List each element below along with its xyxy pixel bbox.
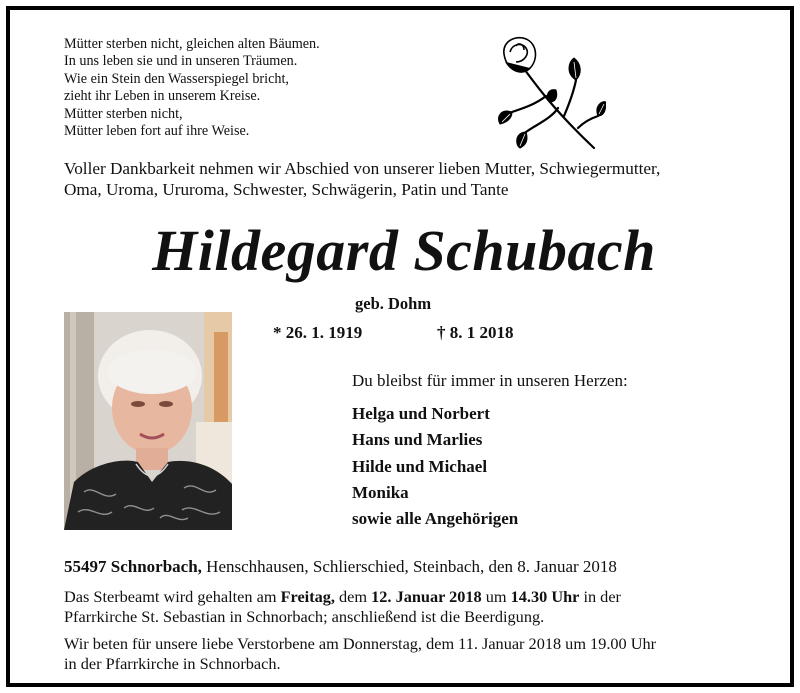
motto: Du bleibst für immer in unseren Herzen:: [352, 371, 628, 390]
prayer-line: Wir beten für unsere liebe Verstorbene am Donnerstag, dem 11. Januar 2018 um 19.00 Uhr: [64, 634, 657, 653]
intro-line: Voller Dankbarkeit nehmen wir Abschied von unserer lieben Mutter, Schwiegermutter,: [64, 159, 661, 178]
funeral-notice: [64, 587, 621, 626]
poem: [64, 36, 320, 140]
prayer-line: in der Pfarrkirche in Schnorbach.: [64, 653, 281, 673]
notice-line: [64, 587, 621, 607]
deceased-name: Hildegard Schubach: [152, 218, 656, 283]
family-member: Monika: [352, 482, 409, 502]
poem-line: Mütter sterben nicht,: [64, 105, 183, 122]
poem-line: Wie ein Stein den Wasserspiegel bricht,: [64, 70, 289, 87]
notice-text: dem: [334, 587, 372, 606]
prayer-notice: [64, 634, 656, 673]
death-date: † 8. 1 2018: [437, 323, 514, 342]
rose-icon: [494, 32, 606, 154]
poem-line: Mütter leben fort auf ihre Weise.: [64, 123, 250, 140]
birth-name: geb. Dohm: [355, 294, 432, 313]
intro-line: Oma, Uroma, Ururoma, Schwester, Schwägerin, Patin und Tante: [64, 180, 509, 199]
place-rest: Henschhausen, Schlierschied, Steinbach, den 8. Januar 2018: [201, 557, 617, 576]
obituary-frame: [6, 6, 794, 687]
family-member: sowie alle Angehörigen: [352, 509, 519, 529]
town: 55497 Schnorbach,: [64, 557, 202, 576]
notice-line: Pfarrkirche St. Sebastian in Schnorbach; anschließend ist die Beerdigung.: [64, 606, 545, 626]
poem-line: In uns leben sie und in unseren Träumen.: [64, 53, 298, 70]
place-and-date: [64, 557, 617, 577]
notice-text: in der: [579, 587, 621, 606]
notice-time: 14.30 Uhr: [510, 587, 580, 606]
family-list: [352, 401, 518, 532]
poem-line: Mütter sterben nicht, gleichen alten Bäumen.: [64, 36, 320, 52]
family-member: Hilde und Michael: [352, 456, 488, 476]
family-member: Helga und Norbert: [352, 404, 490, 423]
portrait-photo: [64, 312, 232, 530]
family-member: Hans und Marlies: [352, 430, 483, 450]
intro-text: [64, 158, 660, 200]
notice-text: Das Sterbeamt wird gehalten am: [64, 587, 281, 606]
birth-date: * 26. 1. 1919: [273, 323, 363, 342]
notice-text: um: [481, 587, 511, 606]
poem-line: zieht ihr Leben in unserem Kreise.: [64, 88, 261, 105]
notice-date: 12. Januar 2018: [371, 587, 482, 606]
notice-day: Freitag,: [280, 587, 335, 606]
life-dates: [273, 323, 514, 343]
